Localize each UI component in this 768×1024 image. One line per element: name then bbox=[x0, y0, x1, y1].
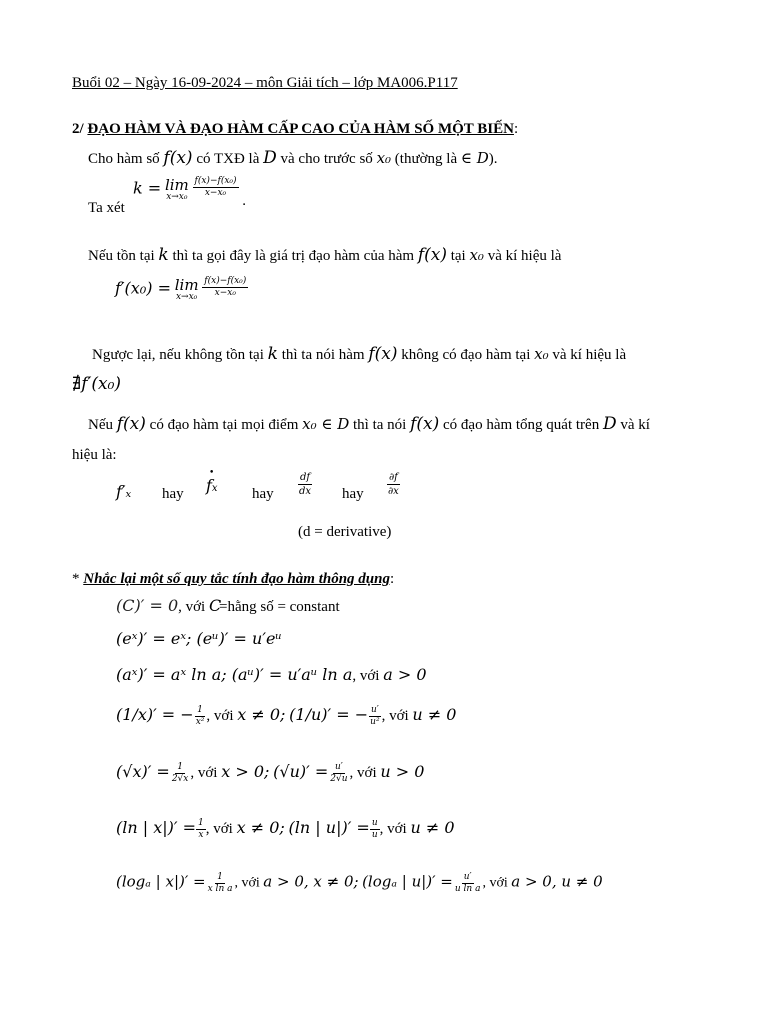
fraction-numerator: f(x)−f(x₀) bbox=[194, 175, 237, 186]
rule-exponential-e: (eˣ)′ = eˣ; (eᵘ)′ = u′eᵘ bbox=[116, 629, 282, 648]
math-fx: f(x) bbox=[410, 414, 440, 434]
exist-line bbox=[88, 245, 561, 265]
rule-natural-log bbox=[116, 818, 455, 841]
rule-condition: u ≠ 0 bbox=[410, 818, 455, 837]
general-line-1 bbox=[88, 414, 650, 434]
dx-denominator: dx bbox=[299, 486, 312, 497]
notation-f-prime-x: f′ₓ bbox=[116, 482, 132, 501]
intro-text-2: có TXĐ là bbox=[196, 151, 260, 167]
rule-text: , với bbox=[206, 708, 234, 724]
rule-text: , với bbox=[381, 708, 409, 724]
math-D: D bbox=[602, 414, 617, 434]
rule-formula: (1/u)′ = − bbox=[289, 705, 369, 724]
math-D: D bbox=[263, 148, 277, 168]
math-fx: f(x) bbox=[368, 344, 398, 364]
exist-text-1: Nếu tồn tại bbox=[88, 248, 155, 264]
rule-text: , với bbox=[482, 875, 508, 891]
math-in-D: ∈ D bbox=[460, 149, 489, 167]
rule-log-base-a bbox=[116, 872, 603, 895]
partial-f-numerator: ∂f bbox=[388, 472, 398, 483]
difference-quotient bbox=[202, 276, 248, 299]
rule-formula: (logₐ | x|)′ = bbox=[116, 872, 206, 891]
rule-condition: x ≠ 0; bbox=[236, 818, 285, 837]
fraction-denominator: u ln a bbox=[454, 884, 481, 894]
math-fx: f(x) bbox=[116, 414, 146, 434]
rule-condition: x ≠ 0; bbox=[237, 705, 286, 724]
rules-title: Nhắc lại một số quy tắc tính đạo hàm thông dụng bbox=[83, 571, 390, 587]
rule-condition: a > 0, x ≠ 0; bbox=[263, 872, 359, 891]
fraction-numerator: 1 bbox=[177, 762, 183, 773]
rule-condition: a > 0, u ≠ 0 bbox=[511, 872, 603, 891]
fraction-numerator: u′ bbox=[370, 705, 379, 716]
section-heading bbox=[72, 121, 518, 138]
rule-condition: x > 0; bbox=[221, 762, 270, 781]
math-x0: x₀ bbox=[376, 149, 392, 167]
fraction-numerator: u′ bbox=[334, 762, 343, 773]
not-exist-text-1: Ngược lại, nếu không tồn tại bbox=[92, 347, 264, 363]
notation-partial-f-partial-x bbox=[386, 471, 401, 498]
exist-text-2: thì ta gọi đây là giá trị đạo hàm của hàm bbox=[172, 248, 415, 264]
intro-text-4: (thường là bbox=[394, 151, 458, 167]
period: . bbox=[242, 193, 247, 210]
general-text-2: có đạo hàm tại mọi điểm bbox=[149, 417, 299, 433]
general-text-1: Nếu bbox=[88, 417, 113, 433]
rule-formula: (1/x)′ = − bbox=[116, 705, 194, 724]
hay-1: hay bbox=[162, 486, 184, 502]
lim-text: lim bbox=[174, 276, 199, 294]
rule-formula: (logₐ | u|)′ = bbox=[362, 872, 453, 891]
rule-text: , với bbox=[190, 765, 218, 781]
rule-formula: (√x)′ = bbox=[116, 762, 170, 781]
ta-xet-formula bbox=[133, 175, 247, 210]
rule-text: , với bbox=[205, 821, 233, 837]
f-prime-x0-equals: f′(x₀) = bbox=[115, 278, 171, 298]
fraction-denominator: 2√x bbox=[171, 774, 189, 785]
not-exist-text-2: thì ta nói hàm bbox=[281, 347, 365, 363]
rule-constant bbox=[116, 596, 340, 616]
df-numerator: df bbox=[299, 472, 311, 483]
fraction-denominator: x ln a bbox=[207, 884, 233, 894]
rule-formula: (aˣ)′ = aˣ ln a; (aᵘ)′ = u′aᵘ ln a bbox=[116, 665, 353, 684]
limit-operator bbox=[165, 178, 189, 202]
general-text-5: và kí bbox=[620, 417, 650, 433]
math-x0-in-D: x₀ ∈ D bbox=[302, 415, 350, 433]
math-k: k bbox=[267, 344, 278, 364]
dot-accent: • bbox=[209, 468, 215, 478]
math-x0: x₀ bbox=[469, 246, 484, 264]
math-fx: f(x) bbox=[417, 245, 447, 265]
limit-operator bbox=[175, 278, 199, 302]
rule-text: =hằng số = constant bbox=[218, 599, 340, 615]
fraction-numerator: f(x)−f(x₀) bbox=[204, 275, 247, 286]
fraction-denominator: u bbox=[371, 830, 378, 841]
fraction-denominator: 2√u bbox=[330, 774, 348, 785]
lim-subscript: x→x₀ bbox=[166, 192, 188, 202]
fraction-numerator: u bbox=[371, 818, 378, 829]
section-number: 2/ bbox=[72, 121, 84, 137]
intro-text-5: ). bbox=[488, 151, 498, 167]
intro-text-3: và cho trước số bbox=[280, 151, 373, 167]
intro-text-1: Cho hàm số bbox=[88, 151, 160, 167]
rule-condition: u > 0 bbox=[380, 762, 425, 781]
rule-square-root bbox=[116, 762, 424, 785]
rule-text: , với bbox=[352, 668, 380, 684]
lim-subscript: x→x₀ bbox=[175, 292, 198, 302]
fraction-numerator: 1 bbox=[217, 872, 223, 882]
not-exist-symbol: ∄f′(x₀) bbox=[72, 374, 122, 394]
math-C: C bbox=[208, 596, 222, 615]
fraction-numerator: 1 bbox=[197, 705, 203, 716]
general-line-2: hiệu là: bbox=[72, 447, 117, 463]
exist-text-4: và kí hiệu là bbox=[487, 248, 562, 264]
derivative-note: (d = derivative) bbox=[298, 524, 392, 540]
f-letter: f bbox=[206, 476, 212, 495]
fraction-denominator: x−x₀ bbox=[214, 287, 236, 298]
derivative-definition bbox=[115, 275, 248, 302]
document-header: Buổi 02 – Ngày 16-09-2024 – môn Giải tích – lớp MA006.P117 bbox=[72, 75, 458, 91]
rule-text: , với bbox=[349, 765, 377, 781]
rule-condition: u ≠ 0 bbox=[412, 705, 457, 724]
rule-condition: a > 0 bbox=[383, 665, 427, 684]
rule-text: , với bbox=[178, 599, 206, 615]
rule-exponential-a bbox=[116, 665, 427, 685]
section-title: ĐẠO HÀM VÀ ĐẠO HÀM CẤP CAO CỦA HÀM SỐ MỘT BIẾN bbox=[87, 121, 514, 137]
fraction-denominator: x−x₀ bbox=[204, 187, 227, 198]
rule-text: , với bbox=[234, 875, 260, 891]
rule-text: , với bbox=[379, 821, 407, 837]
rule-reciprocal bbox=[116, 705, 456, 728]
rule-formula: (√u)′ = bbox=[273, 762, 329, 781]
hay-3: hay bbox=[342, 486, 364, 502]
ta-xet-label: Ta xét bbox=[88, 200, 125, 216]
math-fx: f(x) bbox=[163, 148, 193, 168]
x-subscript: x bbox=[211, 483, 218, 494]
fraction-numerator: 1 bbox=[198, 818, 204, 829]
notation-df-dx bbox=[297, 471, 313, 498]
fraction-denominator: x² bbox=[195, 717, 205, 728]
lim-text: lim bbox=[164, 176, 189, 194]
fraction-denominator: x bbox=[198, 830, 204, 841]
fraction-numerator: u′ bbox=[463, 872, 472, 882]
rule-formula: (C)′ = 0 bbox=[116, 596, 179, 615]
general-text-3: thì ta nói bbox=[353, 417, 407, 433]
fraction-denominator: u² bbox=[370, 717, 380, 728]
asterisk: * bbox=[72, 571, 80, 587]
difference-quotient bbox=[193, 176, 239, 199]
rules-colon: : bbox=[389, 571, 395, 587]
exist-text-3: tại bbox=[450, 248, 466, 264]
hay-2: hay bbox=[252, 486, 274, 502]
not-exist-line bbox=[92, 344, 626, 364]
partial-x-denominator: ∂x bbox=[388, 486, 399, 497]
k-equals: k = bbox=[133, 178, 162, 198]
not-exist-text-3: không có đạo hàm tại bbox=[401, 347, 531, 363]
not-exist-text-4: và kí hiệu là bbox=[552, 347, 627, 363]
section-colon: : bbox=[513, 121, 519, 137]
math-x0: x₀ bbox=[534, 345, 549, 363]
rule-formula: (ln | x|)′ = bbox=[116, 818, 197, 837]
rule-formula: (ln | u|)′ = bbox=[288, 818, 370, 837]
intro-line bbox=[88, 148, 498, 168]
rules-heading bbox=[72, 571, 394, 588]
math-k: k bbox=[158, 245, 169, 265]
general-text-4: có đạo hàm tổng quát trên bbox=[443, 417, 600, 433]
notation-f-dot-x bbox=[206, 468, 218, 495]
